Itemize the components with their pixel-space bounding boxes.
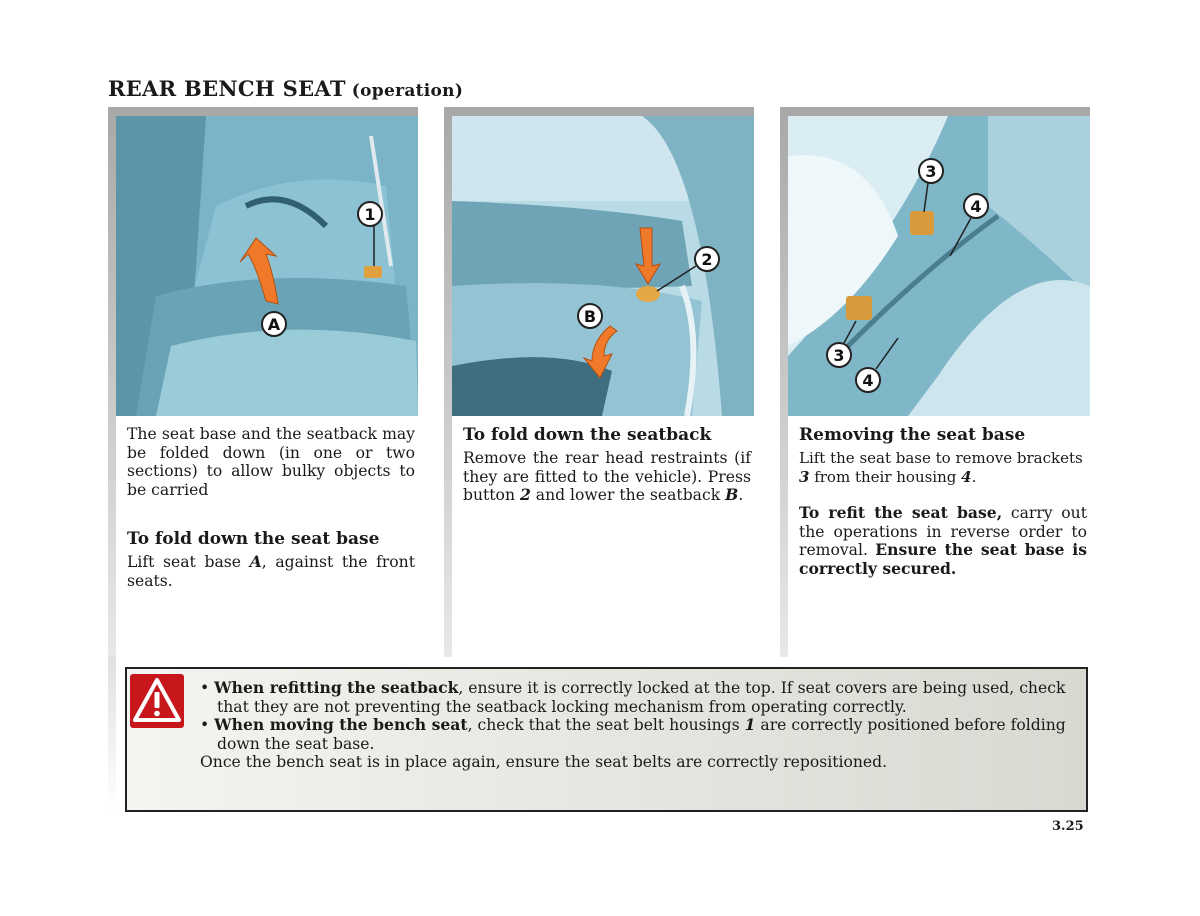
column-left-bar — [444, 107, 452, 657]
page-title-main: REAR BENCH SEAT — [108, 76, 346, 101]
photo-remove-seat-base — [788, 116, 1090, 416]
photo-label-2: 2 — [701, 250, 713, 269]
col3-heading: Removing the seat base — [799, 425, 1026, 445]
col3-body: Lift the seat base to remove brackets 3 from their housing 4. — [799, 449, 1083, 486]
photo-label-B: B — [583, 307, 597, 326]
page-title-sub: (operation) — [351, 81, 464, 101]
photo-label-4-bottom: 4 — [862, 371, 874, 390]
col2-heading: To fold down the seatback — [463, 425, 712, 445]
warning-text — [200, 679, 1070, 772]
col3-text — [799, 425, 1087, 578]
photo-label-A: A — [267, 315, 281, 334]
col1-intro: The seat base and the seatback may be folded down (in one or two sections) to allow bulky objects to be carried — [127, 425, 415, 499]
photo-label-1: 1 — [364, 205, 376, 224]
page-title — [108, 76, 463, 101]
warning-bullet-2: • When moving the bench seat, check that the seat belt housings 1 are correctly positioned before folding down the seat base. — [200, 715, 1066, 753]
photo-label-3-top: 3 — [925, 162, 937, 181]
photo-seatback — [452, 116, 754, 416]
col1-heading: To fold down the seat base — [127, 529, 380, 549]
column-remove-seat-base — [780, 107, 1090, 657]
column-top-bar — [108, 107, 418, 116]
column-top-bar — [444, 107, 754, 116]
warning-strip — [108, 657, 116, 812]
col1-body: Lift seat base A, against the front seats. — [127, 552, 415, 590]
col2-body: Remove the rear head restraints (if they are fitted to the vehicle). Press button 2 and lower the seatback B. — [463, 449, 751, 504]
column-seat-base — [108, 107, 418, 657]
col3-refit: To refit the seat base, carry out the operations in reverse order to removal. Ensure the seat base is correctly secured. — [799, 503, 1087, 578]
col1-text — [127, 425, 415, 590]
photo-label-3-bottom: 3 — [833, 346, 845, 365]
photo-seat-base — [116, 116, 418, 416]
page-number: 3.25 — [1052, 819, 1084, 834]
column-top-bar — [780, 107, 1090, 116]
col2-text — [463, 425, 751, 505]
warning-bullet-1: • When refitting the seatback, ensure it is correctly locked at the top. If seat covers are being used, check that they are not preventing the seatback locking mechanism from operating correctly. — [200, 678, 1066, 716]
photo-label-4-top: 4 — [970, 197, 982, 216]
column-left-bar — [780, 107, 788, 657]
warning-closing: Once the bench seat is in place again, ensure the seat belts are correctly repositioned. — [200, 753, 888, 771]
column-seatback — [444, 107, 754, 657]
warning-triangle-icon — [130, 674, 184, 728]
column-left-bar — [108, 107, 116, 657]
